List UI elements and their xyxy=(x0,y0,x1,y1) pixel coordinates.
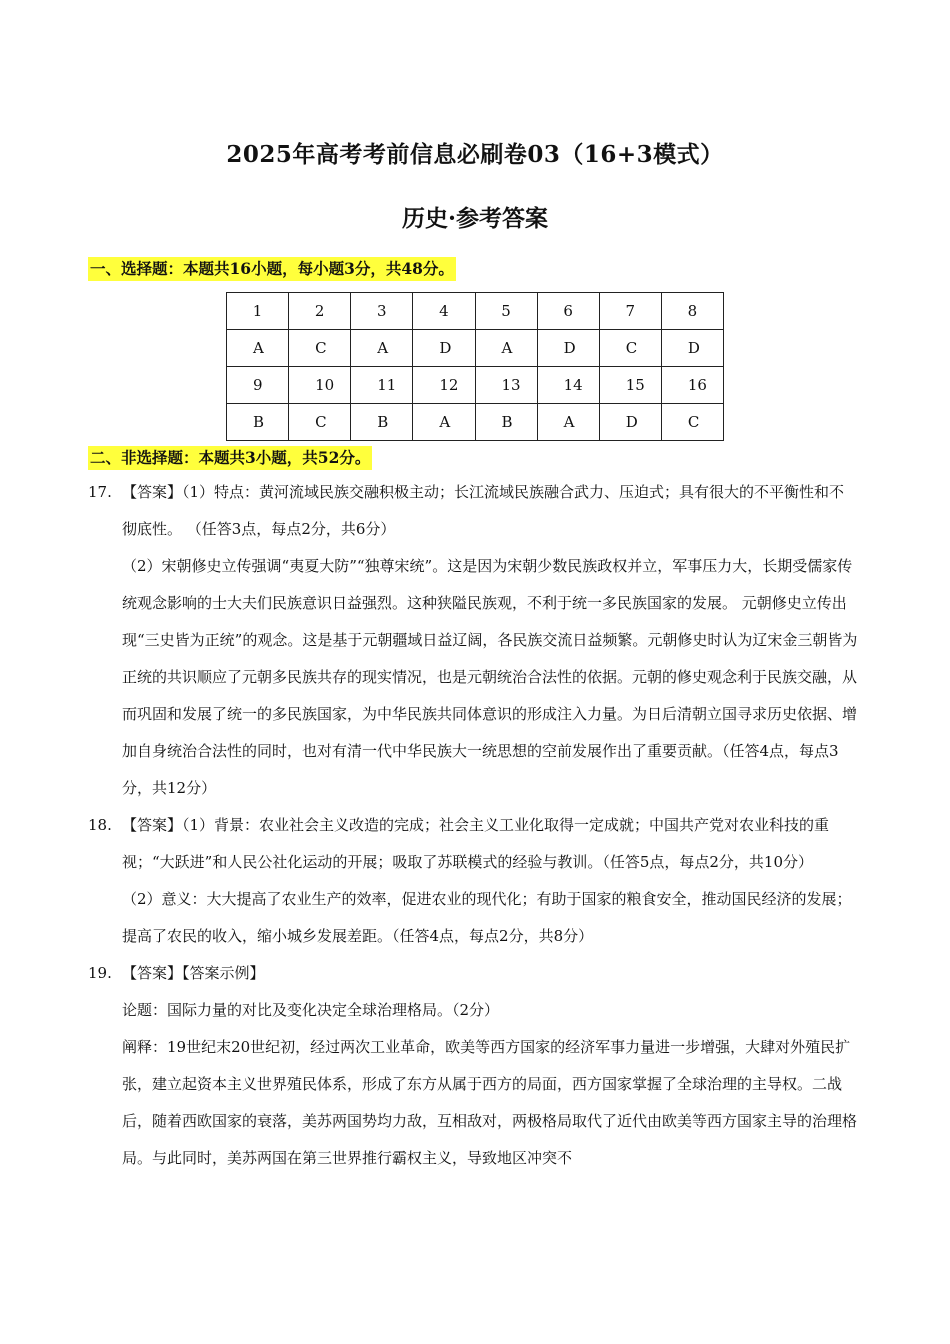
answer-cell: B xyxy=(351,404,413,441)
section-heading-choice: 一、选择题：本题共16小题，每小题3分，共48分。 xyxy=(88,257,456,281)
question-number-cell: 16 xyxy=(661,367,723,404)
question-number-cell: 5 xyxy=(475,293,537,330)
answer-table-row xyxy=(227,404,724,441)
question-18-part2: （2）意义：大大提高了农业生产的效率，促进农业的现代化；有助于国家的粮食安全，推动国民经济的发展；提高了农民的收入，缩小城乡发展差距。（任答4点，每点2分，共8分） xyxy=(122,890,852,945)
answer-table-row xyxy=(227,293,724,330)
question-number-cell: 8 xyxy=(661,293,723,330)
answer-cell: B xyxy=(475,404,537,441)
answer-cell: D xyxy=(413,330,475,367)
question-number-cell: 11 xyxy=(351,367,413,404)
question-17-part1: 【答案】（1）特点：黄河流域民族交融积极主动；长江流域民族融合武力、压迫式；具有很大的不平衡性和不彻底性。 （任答3点，每点2分，共6分） xyxy=(122,483,845,538)
question-18-part1: 【答案】（1）背景：农业社会主义改造的完成；社会主义工业化取得一定成就；中国共产党对农业科技的重视；“大跃进”和人民公社化运动的开展；吸取了苏联模式的经验与教训。（任答5点，每点2分，共10分） xyxy=(122,816,830,871)
question-19-explain: 阐释：19世纪末20世纪初，经过两次工业革命，欧美等西方国家的经济军事力量进一步增强，大肆对外殖民扩张，建立起资本主义世界殖民体系，形成了东方从属于西方的局面，西方国家掌握了全球治理的主导权。二战后，随着西欧国家的衰落，美苏两国势均力敌，互相敌对，两极格局取代了近代由欧美等西方国家主导的治理格局。与此同时，美苏两国在第三世界推行霸权主义，导致地区冲突不 xyxy=(122,1038,858,1167)
question-number-cell: 13 xyxy=(475,367,537,404)
answer-cell: C xyxy=(289,404,351,441)
question-number: 17. xyxy=(88,483,112,501)
answer-cell: A xyxy=(413,404,475,441)
answer-table-row xyxy=(227,367,724,404)
question-number-cell: 10 xyxy=(289,367,351,404)
question-number-cell: 1 xyxy=(227,293,289,330)
question-number: 19. xyxy=(88,964,112,982)
question-number-cell: 2 xyxy=(289,293,351,330)
answer-cell: A xyxy=(351,330,413,367)
answer-cell: A xyxy=(227,330,289,367)
page-title: 2025年高考考前信息必刷卷03（16+3模式） xyxy=(226,141,724,168)
answer-cell: D xyxy=(661,330,723,367)
question-number: 18. xyxy=(88,816,112,834)
question-18 xyxy=(88,807,858,881)
question-number-cell: 12 xyxy=(413,367,475,404)
answer-cell: C xyxy=(289,330,351,367)
question-number-cell: 9 xyxy=(227,367,289,404)
answer-cell: C xyxy=(661,404,723,441)
question-17 xyxy=(88,474,858,548)
question-19-head: 【答案】【答案示例】 xyxy=(122,964,265,982)
question-number-cell: 4 xyxy=(413,293,475,330)
question-number-cell: 6 xyxy=(537,293,599,330)
answer-cell: A xyxy=(537,404,599,441)
question-17-part2: （2）宋朝修史立传强调“夷夏大防”“独尊宋统”。这是因为宋朝少数民族政权并立，军事压力大，长期受儒家传统观念影响的士大夫们民族意识日益强烈。这种狭隘民族观，不利于统一多民族国家的发展。 元朝修史立传出现“三史皆为正统”的观念。这是基于元朝疆域日益辽阔，各民族交流日益频繁。元朝修史时认为辽宋金三朝皆为正统的共识顺应了元朝多民族共存的现实情况，也是元朝统治合法性的依据。元朝的修史观念利于民族交融，从而巩固和发展了统一的多民族国家，为中华民族共同体意识的形成注入力量。为日后清朝立国寻求历史依据、增加自身统治合法性的同时，也对有清一代中华民族大一统思想的空前发展作出了重要贡献。（任答4点，每点3分，共12分） xyxy=(122,557,858,797)
question-number-cell: 7 xyxy=(599,293,661,330)
page-subtitle: 历史·参考答案 xyxy=(401,205,548,232)
answer-table xyxy=(226,292,724,441)
question-number-cell: 15 xyxy=(599,367,661,404)
question-number-cell: 3 xyxy=(351,293,413,330)
question-number-cell: 14 xyxy=(537,367,599,404)
answers-body xyxy=(88,474,858,1177)
answer-table-row xyxy=(227,330,724,367)
answer-cell: D xyxy=(537,330,599,367)
answer-cell: B xyxy=(227,404,289,441)
question-19-thesis: 论题：国际力量的对比及变化决定全球治理格局。（2分） xyxy=(122,1001,500,1019)
answer-cell: A xyxy=(475,330,537,367)
answer-cell: D xyxy=(599,404,661,441)
section-heading-nonchoice: 二、非选择题：本题共3小题，共52分。 xyxy=(88,446,372,470)
question-19 xyxy=(88,955,858,992)
answer-cell: C xyxy=(599,330,661,367)
